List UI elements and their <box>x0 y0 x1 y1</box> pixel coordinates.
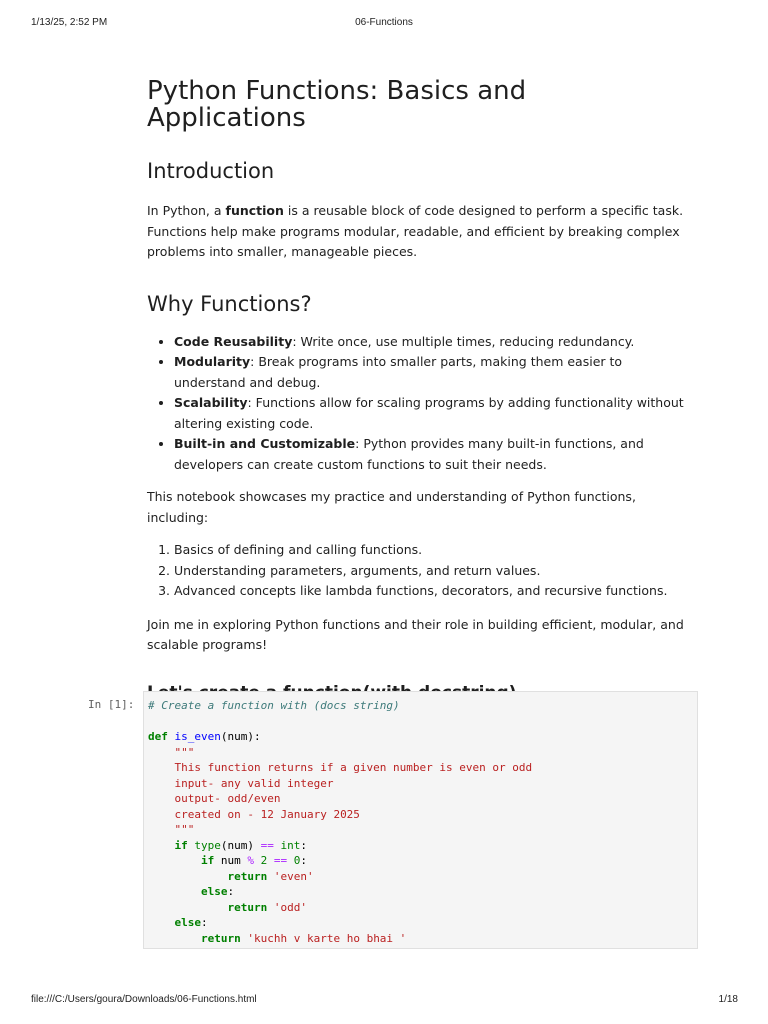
keyword-return: return <box>200 931 241 945</box>
keyword-def: def <box>148 730 168 743</box>
list-item-desc: : Functions allow for scaling programs by adding functionality without altering existing code. <box>174 395 684 431</box>
keyword-return: return <box>227 869 268 883</box>
cell-prompt: In [1]: <box>88 698 135 711</box>
list-item-desc: : Python provides many built-in functions, and developers can create custom functions to suit their needs. <box>174 436 644 472</box>
list-item-desc: : Write once, use multiple times, reducing redundancy. <box>292 333 635 349</box>
list-item <box>174 352 687 393</box>
docstring-open: """ <box>174 745 195 759</box>
function-name: is_even <box>174 730 221 743</box>
topics-list <box>147 540 687 602</box>
builtin-int: int <box>280 838 301 852</box>
docstring-line: input- any valid integer <box>174 776 334 790</box>
list-item-term: Code Reusability <box>174 333 293 349</box>
code-text: # Create a function with (docs string) def is_even(num): """ This function returns if a given number is even or odd input- any valid integer output- odd/even created on - 12 January 2025 """ if type(num) == int: if num % 2 == 0: return 'even' else: return 'odd' else: return 'kuchh v karte ho bhai ' <box>148 699 533 945</box>
introduction-paragraph <box>147 201 687 263</box>
list-item-term: Modularity <box>174 354 251 369</box>
print-file-path: file:///C:/Users/goura/Downloads/06-Functions.html <box>31 994 257 1005</box>
list-item-term: Scalability <box>174 395 248 410</box>
list-item: 1. Basics of defining and calling functions. <box>174 540 687 561</box>
docstring-line: This function returns if a given number is even or odd <box>174 761 533 774</box>
intro-text-after: is a reusable block of code designed to perform a specific task. Functions help make programs modular, readable, and efficient by breaking complex problems into smaller, manageable pieces. <box>147 203 684 259</box>
introduction-heading: Introduction <box>147 159 275 183</box>
list-item <box>174 332 687 353</box>
list-item-term: Built-in and Customizable <box>174 436 356 451</box>
param-name: num <box>227 730 248 743</box>
intro-bold-function: function <box>225 203 284 218</box>
print-header <box>0 17 768 31</box>
var-num: num <box>227 838 248 852</box>
print-footer <box>0 994 768 1008</box>
closing-paragraph: Join me in exploring Python functions and their role in building efficient, modular, and scalable programs! <box>147 616 684 652</box>
print-page-number: 1/18 <box>718 994 738 1005</box>
list-item: 2. Understanding parameters, arguments, and return values. <box>174 561 687 582</box>
page-title: Python Functions: Basics and Applications <box>147 76 527 133</box>
builtin-type: type <box>194 838 221 852</box>
list-item-desc: : Break programs into smaller parts, making them easier to understand and debug. <box>174 354 623 390</box>
intro-text-before: In Python, a <box>147 203 226 218</box>
operator-eq: == <box>260 838 274 852</box>
code-comment: # Create a function with (docs string) <box>148 699 400 712</box>
keyword-if: if <box>174 838 188 852</box>
operator-mod: % <box>247 854 254 867</box>
docstring-line: created on - 12 January 2025 <box>174 807 360 821</box>
keyword-if: if <box>200 854 215 867</box>
code-editor[interactable] <box>143 691 698 949</box>
notebook-content <box>147 78 687 704</box>
keyword-else: else <box>174 916 201 929</box>
list-item: 3. Advanced concepts like lambda functions, decorators, and recursive functions. <box>174 581 687 602</box>
list-item <box>174 434 687 475</box>
operator-eq: == <box>273 854 288 867</box>
print-doc-title: 06-Functions <box>355 17 413 28</box>
string-literal: 'kuchh v karte ho bhai ' <box>247 931 407 945</box>
number-literal: 2 <box>260 854 268 867</box>
keyword-return: return <box>227 900 268 914</box>
var-num: num <box>220 854 241 867</box>
why-functions-list <box>147 332 687 476</box>
string-literal: 'even' <box>273 869 314 883</box>
list-item <box>174 393 687 434</box>
docstring-close: """ <box>174 823 195 836</box>
docstring-line: output- odd/even <box>174 792 281 805</box>
keyword-else: else <box>200 885 228 898</box>
print-datetime: 1/13/25, 2:52 PM <box>31 17 108 28</box>
showcase-paragraph: This notebook showcases my practice and understanding of Python functions, including: <box>147 489 636 525</box>
string-literal: 'odd' <box>273 900 307 914</box>
number-literal: 0 <box>293 854 301 867</box>
why-functions-heading: Why Functions? <box>147 291 312 316</box>
